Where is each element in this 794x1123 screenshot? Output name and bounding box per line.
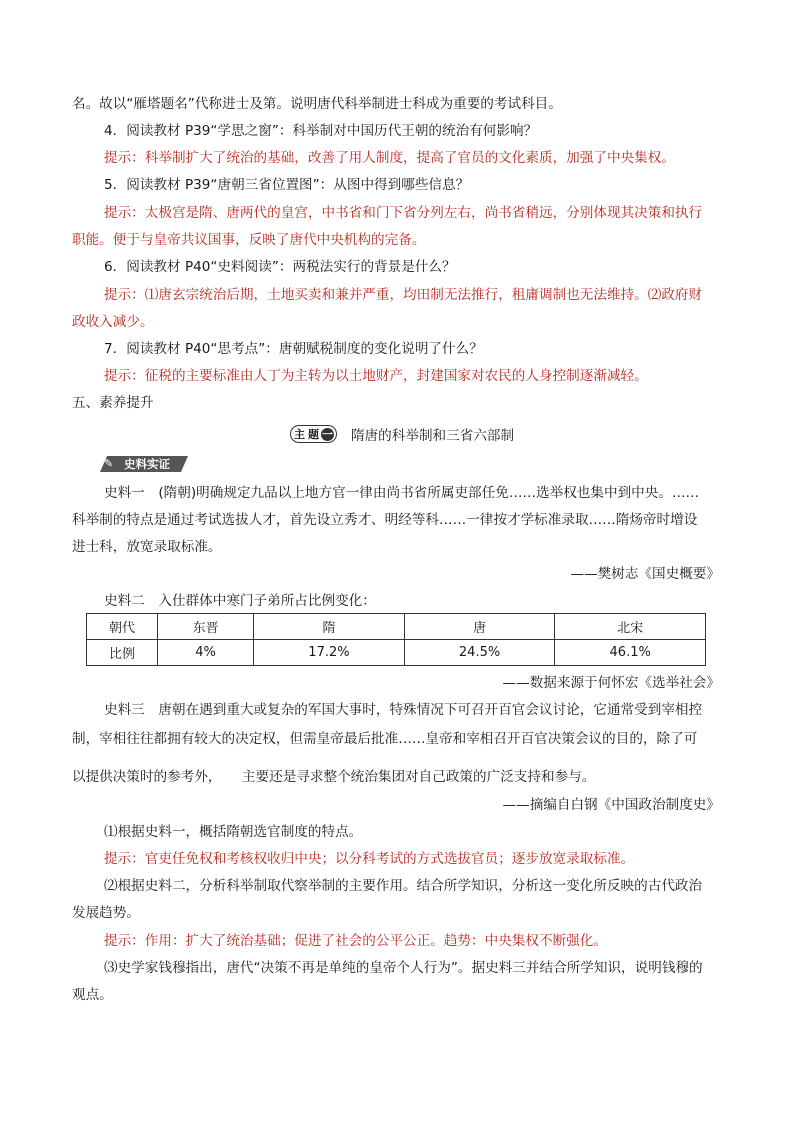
- question-3-line2: 观点。: [72, 987, 113, 1003]
- source1-line2: 科举制的特点是通过考试选拔人才，首先设立秀才、明经等科……一律按才学标准录取……隋炀帝时增设: [72, 512, 698, 528]
- question-1: ⑴根据史料一，概括隋朝选官制度的特点。: [104, 824, 363, 840]
- source3-citation: ——摘编自白钢《中国政治制度史》: [502, 797, 720, 813]
- answer-5-line2: 职能。便于与皇帝共议国事，反映了唐代中央机构的完备。: [72, 232, 426, 248]
- topic-badge-char: 题: [308, 427, 319, 441]
- question-2-line2: 发展趋势。: [72, 905, 140, 921]
- paragraph-intro: 名。故以“雁塔题名”代称进士及第。说明唐代科举制进士科成为重要的考试科目。: [72, 96, 562, 112]
- source3-line1: 史料三 唐朝在遇到重大或复杂的军国大事时，特殊情况下可召开百官会议讨论，它通常受到宰相控: [104, 702, 703, 718]
- ratio-table: [86, 613, 706, 666]
- table-row: [87, 640, 706, 666]
- topic-title: 隋唐的科举制和三省六部制: [351, 428, 515, 444]
- question-2-line1: ⑵根据史料二，分析科举制取代察举制的主要作用。结合所学知识，分析这一变化所反映的古代政治: [104, 878, 703, 894]
- table-cell: 唐: [404, 614, 555, 640]
- shiliao-label: [100, 456, 188, 472]
- table-cell: 北宋: [555, 614, 706, 640]
- question-3-line1: ⑶史学家钱穆指出，唐代“决策不再是单纯的皇帝个人行为”。据史料三并结合所学知识，说明钱穆的: [104, 960, 703, 976]
- source1-citation: ——樊树志《国史概要》: [570, 566, 720, 582]
- answer-7: 提示：征税的主要标准由人丁为主转为以土地财产，封建国家对农民的人身控制逐渐减轻。: [104, 368, 648, 384]
- table-cell: 46.1%: [555, 640, 706, 666]
- topic-badge-char: 一: [322, 427, 333, 441]
- source1-line1: 史料一 (隋朝)明确规定九品以上地方官一律由尚书省所属吏部任免……选举权也集中到中央。……: [104, 485, 700, 501]
- answer-5-line1: 提示：太极宫是隋、唐两代的皇宫，中书省和门下省分列左右，尚书省稍远，分别体现其决策和执行: [104, 205, 703, 221]
- table-cell: 4%: [158, 640, 254, 666]
- answer-2: 提示：作用：扩大了统治基础；促进了社会的公平公正。趋势：中央集权不断强化。: [104, 933, 607, 949]
- topic-badge-char: 主: [294, 427, 305, 441]
- answer-6-line2: 政收入减少。: [72, 314, 154, 330]
- question-4: 4．阅读教材 P39“学思之窗”：科举制对中国历代王朝的统治有何影响？: [104, 123, 538, 139]
- source3-line3: 以提供决策时的参考外， 主要还是寻求整个统治集团对自己政策的广泛支持和参与。: [72, 769, 596, 785]
- question-6: 6．阅读教材 P40“史料阅读”：两税法实行的背景是什么？: [104, 259, 456, 275]
- table-cell: 17.2%: [254, 640, 405, 666]
- table-cell: 朝代: [87, 614, 158, 640]
- section-heading: 五、素养提升: [72, 395, 154, 411]
- question-5: 5．阅读教材 P39“唐朝三省位置图”：从图中得到哪些信息？: [104, 177, 470, 193]
- source2-title: 史料二 入仕群体中寒门子弟所占比例变化：: [104, 593, 376, 609]
- table-cell: 比例: [87, 640, 158, 666]
- table-cell: 隋: [254, 614, 405, 640]
- table-cell: 24.5%: [404, 640, 555, 666]
- topic-badge: [290, 425, 337, 443]
- answer-1: 提示：官吏任免权和考核权收归中央；以分科考试的方式选拔官员；逐步放宽录取标准。: [104, 851, 635, 867]
- source2-citation: ——数据来源于何怀宏《选举社会》: [502, 675, 720, 691]
- topic-heading: [290, 424, 514, 444]
- answer-4: 提示：科举制扩大了统治的基础，改善了用人制度，提高了官员的文化素质，加强了中央集权。: [104, 150, 675, 166]
- source1-line3: 进士科，放宽录取标准。: [72, 539, 222, 555]
- table-cell: 东晋: [158, 614, 254, 640]
- answer-6-line1: 提示：⑴唐玄宗统治后期，土地买卖和兼并严重，均田制无法推行，租庸调制也无法维持。⑵政府财: [104, 287, 703, 303]
- question-7: 7．阅读教材 P40“思考点”：唐朝赋税制度的变化说明了什么？: [104, 341, 483, 357]
- shiliao-label-text: 史料实证: [124, 457, 170, 471]
- table-header-row: [87, 614, 706, 640]
- source3-line2: 制，宰相往往都拥有较大的决定权，但需皇帝最后批准……皇帝和宰相召开百官决策会议的目的，除了可: [72, 731, 698, 747]
- pen-icon: ✎: [104, 457, 114, 470]
